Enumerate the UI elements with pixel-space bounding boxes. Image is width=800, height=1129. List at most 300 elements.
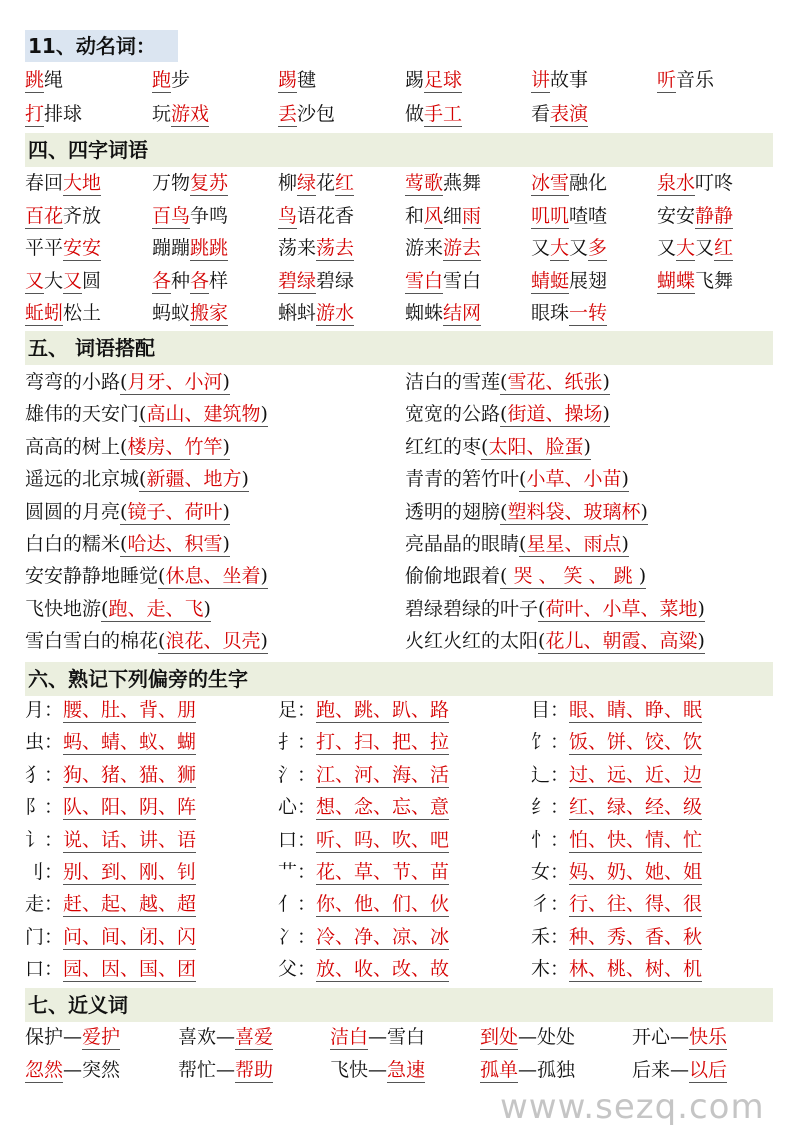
answer-text: 孤单	[480, 1059, 519, 1081]
word-item	[405, 102, 462, 129]
radical-characters: 狗、猪、猫、狮	[63, 763, 197, 786]
given-text: 喳喳	[569, 204, 608, 227]
word-item	[480, 1058, 575, 1085]
given-text: 帮忙—	[178, 1059, 236, 1081]
word-item	[657, 171, 733, 198]
word-item	[531, 68, 588, 95]
answer-text: 打	[25, 103, 45, 125]
given-text: —突然	[63, 1059, 121, 1081]
collocation-answer: 花儿、朝霞、高粱	[545, 630, 698, 653]
paren: (	[120, 435, 128, 458]
collocation-phrase: 白白的糯米	[25, 533, 121, 555]
radical-item	[278, 698, 449, 725]
answer-text: 蚯蚓	[25, 302, 64, 324]
radical-label: 亻：	[278, 893, 317, 916]
radical-item	[531, 925, 702, 952]
collocation-answer-group	[538, 630, 705, 654]
paren: )	[638, 565, 647, 588]
collocation-item	[405, 435, 591, 462]
collocation-answer-group	[120, 371, 230, 395]
collocation-item	[405, 629, 705, 656]
paren: )	[583, 435, 591, 458]
given-text: 喜欢—	[178, 1026, 236, 1048]
paren: (	[500, 500, 508, 523]
paren: (	[519, 468, 527, 491]
given-text: 万物	[152, 172, 191, 194]
given-text: 音乐	[676, 69, 715, 91]
collocation-phrase: 弯弯的小路	[25, 371, 121, 393]
radical-label: 心：	[278, 796, 317, 819]
word-item	[657, 68, 714, 95]
given-text: 春回	[25, 172, 64, 194]
radical-characters: 队、阳、阴、阵	[63, 796, 197, 819]
radical-item	[278, 892, 449, 919]
collocation-answer: 荷叶、小草、菜地	[545, 597, 698, 620]
answer-text: 荡去	[316, 237, 355, 259]
given-text: 平平	[25, 237, 64, 259]
radical-characters: 别、到、刚、钊	[63, 861, 197, 883]
word-item	[25, 269, 101, 296]
answer-text: 游去	[443, 237, 482, 259]
collocation-answer-group	[158, 565, 268, 589]
radical-item	[278, 795, 449, 822]
given-text: 飞快—	[330, 1059, 388, 1081]
radical-item	[25, 763, 196, 790]
radical-characters: 赶、起、越、超	[63, 893, 197, 916]
paren: (	[158, 565, 166, 588]
collocation-phrase: 透明的翅膀	[405, 500, 501, 523]
given-text: 绳	[44, 69, 64, 91]
radical-characters: 怕、快、情、忙	[569, 828, 703, 851]
radical-characters: 妈、奶、她、姐	[569, 861, 703, 883]
paren: )	[203, 597, 211, 620]
collocation-phrase: 遥远的北京城	[25, 468, 140, 491]
word-item	[531, 269, 607, 296]
collocation-answer: 跑、走、飞	[108, 597, 204, 620]
answer-text: 丢	[278, 103, 298, 125]
radical-characters: 红、绿、经、级	[569, 796, 703, 819]
paren: (	[139, 468, 147, 491]
answer-text: 莺歌	[405, 172, 444, 194]
collocation-answer: 月牙、小河	[127, 371, 223, 393]
given-text: 沙包	[297, 103, 336, 125]
collocation-phrase: 火红火红的太阳	[405, 630, 539, 653]
answer-text: 各	[190, 269, 210, 292]
radical-item	[278, 730, 449, 757]
radical-item	[25, 925, 196, 952]
answer-text: 红	[714, 237, 734, 259]
answer-text: 搬家	[190, 302, 229, 324]
answer-text: 快乐	[689, 1026, 728, 1048]
answer-text: 足球	[424, 69, 463, 91]
collocation-answer-group	[538, 598, 705, 622]
collocation-answer-group	[500, 371, 610, 395]
radical-label: 足：	[278, 699, 317, 721]
collocation-answer-group	[120, 501, 230, 525]
answer-text: 表演	[550, 103, 589, 125]
answer-text: 冰雪	[531, 172, 570, 194]
paren: (	[500, 565, 508, 588]
collocation-phrase: 圆圆的月亮	[25, 500, 121, 523]
radical-label: 父：	[278, 958, 317, 981]
answer-text: 又	[63, 269, 83, 292]
word-item	[405, 171, 481, 198]
collocation-item	[25, 564, 268, 591]
word-item	[152, 102, 209, 129]
word-item	[405, 236, 481, 263]
radical-label: 阝：	[25, 796, 64, 819]
word-item	[278, 204, 354, 231]
word-item	[25, 102, 82, 129]
given-text: 开心—	[632, 1026, 690, 1048]
given-text: 蚂蚁	[152, 302, 191, 324]
radical-label: 艹：	[278, 861, 317, 883]
collocation-answer: 塑料袋、玻璃杯	[507, 500, 641, 523]
answer-text: 喜爱	[235, 1026, 274, 1048]
radical-characters: 腰、肚、背、朋	[63, 699, 197, 721]
paren: (	[481, 435, 489, 458]
radical-label: 犭：	[25, 763, 64, 786]
word-item	[152, 301, 228, 328]
word-item	[405, 204, 481, 231]
answer-text: 鸟	[278, 204, 298, 227]
answer-text: 碧绿	[278, 269, 317, 292]
word-item	[152, 236, 228, 263]
paren: (	[500, 371, 508, 393]
collocation-phrase: 高高的树上	[25, 435, 121, 458]
radical-label: 辶：	[531, 763, 570, 786]
answer-text: 泉水	[657, 172, 696, 194]
radical-label: 口：	[25, 958, 64, 981]
word-item	[405, 301, 481, 328]
collocation-item	[405, 597, 705, 624]
given-text: 玩	[152, 103, 172, 125]
section-header-s4: 四、四字词语	[25, 133, 773, 167]
word-item	[278, 102, 335, 129]
paren: )	[222, 533, 230, 555]
radical-item	[531, 698, 702, 725]
radical-characters: 听、吗、吹、吧	[316, 828, 450, 851]
collocation-answer-group	[101, 598, 211, 622]
given-text: 展翅	[569, 269, 608, 292]
word-item	[531, 102, 588, 129]
radical-item	[531, 795, 702, 822]
paren: (	[101, 597, 109, 620]
word-item	[178, 1058, 273, 1085]
radical-label: 木：	[531, 958, 570, 981]
given-text: 后来—	[632, 1059, 690, 1081]
radical-characters: 林、桃、树、机	[569, 958, 703, 981]
paren: )	[260, 630, 268, 653]
radical-item	[531, 860, 702, 887]
word-item	[657, 236, 733, 263]
given-text: 松土	[63, 302, 102, 324]
collocation-answer: 镜子、荷叶	[127, 500, 223, 523]
answer-text: 红	[335, 172, 355, 194]
answer-text: 雨	[462, 204, 482, 227]
word-item	[632, 1025, 727, 1052]
paren: (	[538, 597, 546, 620]
radical-characters: 行、往、得、很	[569, 893, 703, 916]
collocation-item	[25, 370, 230, 397]
answer-text: 静静	[695, 204, 734, 227]
word-item	[25, 204, 101, 231]
given-text: 融化	[569, 172, 608, 194]
radical-characters: 打、扫、把、拉	[316, 731, 450, 754]
word-item	[278, 301, 354, 328]
given-text: 毽	[297, 69, 317, 91]
given-text: 叮咚	[695, 172, 734, 194]
radical-characters: 园、因、国、团	[63, 958, 197, 981]
given-text: 步	[171, 69, 191, 91]
radical-characters: 眼、睛、睁、眠	[569, 699, 703, 721]
paren: )	[621, 468, 629, 491]
given-text: 柳	[278, 172, 298, 194]
section-header-s5: 五、 词语搭配	[25, 331, 773, 365]
radical-characters: 花、草、节、苗	[316, 861, 450, 883]
word-item	[531, 301, 607, 328]
given-text: —雪白	[368, 1026, 426, 1048]
radical-label: 禾：	[531, 925, 570, 948]
collocation-item	[405, 532, 629, 559]
paren: )	[697, 630, 705, 653]
watermark: www.sezq.com	[500, 1087, 765, 1127]
given-text: 做	[405, 103, 425, 125]
collocation-item	[25, 500, 230, 527]
radical-label: 走：	[25, 893, 64, 916]
radical-characters: 说、话、讲、语	[63, 828, 197, 851]
collocation-answer: 小草、小苗	[526, 468, 622, 491]
collocation-item	[405, 370, 610, 397]
word-item	[657, 204, 733, 231]
radical-item	[531, 763, 702, 790]
radical-label: 扌：	[278, 731, 317, 754]
given-text: 保护—	[25, 1026, 83, 1048]
collocation-phrase: 宽宽的公路	[405, 403, 501, 426]
word-item	[531, 171, 607, 198]
given-text: 种	[171, 269, 191, 292]
given-text: 排球	[44, 103, 83, 125]
answer-text: 跳跳	[190, 237, 229, 259]
collocation-answer: 浪花、贝壳	[165, 630, 261, 653]
radical-label: 月：	[25, 699, 64, 721]
collocation-phrase: 碧绿碧绿的叶子	[405, 597, 539, 620]
radical-item	[531, 828, 702, 855]
radical-label: 冫：	[278, 925, 317, 948]
radical-label: 门：	[25, 925, 64, 948]
radical-characters: 江、河、海、活	[316, 763, 450, 786]
radical-label: 忄：	[531, 828, 570, 851]
section-header-s11: 11、动名词：	[25, 30, 178, 62]
radical-characters: 种、秀、香、秋	[569, 925, 703, 948]
collocation-answer-group	[519, 468, 629, 492]
radical-item	[278, 957, 449, 984]
paren: )	[602, 403, 610, 426]
given-text: 游来	[405, 237, 444, 259]
answer-text: 大	[550, 237, 570, 259]
word-item	[405, 269, 481, 296]
radical-item	[531, 730, 702, 757]
given-text: 又	[695, 237, 715, 259]
collocation-item	[405, 467, 629, 494]
paren: (	[139, 403, 147, 426]
paren: (	[538, 630, 546, 653]
radical-characters: 问、间、闭、闪	[63, 925, 197, 948]
answer-text: 结网	[443, 302, 482, 324]
given-text: 蝌蚪	[278, 302, 317, 324]
radical-item	[25, 957, 196, 984]
collocation-answer: 星星、雨点	[526, 533, 622, 555]
answer-text: 讲	[531, 69, 551, 91]
collocation-item	[25, 532, 230, 559]
given-text: —孤独	[518, 1059, 576, 1081]
collocation-phrase: 亮晶晶的眼睛	[405, 533, 520, 555]
given-text: 花	[316, 172, 336, 194]
answer-text: 蜻蜓	[531, 269, 570, 292]
word-item	[25, 68, 63, 95]
answer-text: 大	[676, 237, 696, 259]
word-item	[657, 269, 733, 296]
given-text: 细	[443, 204, 463, 227]
collocation-phrase: 雄伟的天安门	[25, 403, 140, 426]
radical-item	[25, 860, 196, 887]
radical-label: 虫：	[25, 731, 64, 754]
answer-text: 跳	[25, 69, 45, 91]
collocation-item	[405, 564, 646, 591]
collocation-answer-group	[500, 403, 610, 427]
radical-characters: 你、他、们、伙	[316, 893, 450, 916]
word-item	[531, 204, 607, 231]
given-text: 碧绿	[316, 269, 355, 292]
collocation-item	[25, 435, 230, 462]
answer-text: 大地	[63, 172, 102, 194]
collocation-answer-group	[500, 501, 648, 525]
paren: (	[500, 403, 508, 426]
collocation-phrase: 安安静静地睡觉	[25, 565, 159, 588]
paren: (	[519, 533, 527, 555]
given-text: 样	[209, 269, 229, 292]
word-item	[330, 1025, 425, 1052]
answer-text: 忽然	[25, 1059, 64, 1081]
answer-text: 复苏	[190, 172, 229, 194]
radical-item	[25, 698, 196, 725]
radical-characters: 过、远、近、边	[569, 763, 703, 786]
radical-item	[25, 892, 196, 919]
radical-label: 讠：	[25, 828, 64, 851]
paren: )	[260, 565, 268, 588]
collocation-phrase: 飞快地游	[25, 597, 102, 620]
given-text: 看	[531, 103, 551, 125]
given-text: 飞舞	[695, 269, 734, 292]
word-item	[152, 68, 190, 95]
radical-label: 氵：	[278, 763, 317, 786]
collocation-answer: 新疆、地方	[146, 468, 242, 491]
given-text: 又	[569, 237, 589, 259]
collocation-answer: 哭 、 笑 、 跳	[507, 565, 639, 588]
radical-label: 女：	[531, 861, 570, 883]
answer-text: 爱护	[82, 1026, 121, 1048]
given-text: 蜘蛛	[405, 302, 444, 324]
collocation-item	[25, 597, 211, 624]
collocation-phrase: 洁白的雪莲	[405, 371, 501, 393]
word-item	[278, 68, 316, 95]
answer-text: 一转	[569, 302, 608, 324]
radical-characters: 饭、饼、饺、饮	[569, 731, 703, 754]
given-text: 语花香	[297, 204, 355, 227]
answer-text: 跑	[152, 69, 172, 91]
paren: )	[697, 597, 705, 620]
collocation-item	[405, 500, 648, 527]
radical-label: 彳：	[531, 893, 570, 916]
paren: )	[222, 371, 230, 393]
given-text: 又	[657, 237, 677, 259]
radical-item	[531, 892, 702, 919]
radical-label: 口：	[278, 828, 317, 851]
answer-text: 百鸟	[152, 204, 191, 227]
radical-characters: 放、收、改、故	[316, 958, 450, 981]
word-item	[25, 1025, 120, 1052]
collocation-answer: 哈达、积雪	[127, 533, 223, 555]
answer-text: 听	[657, 69, 677, 91]
word-item	[632, 1058, 727, 1085]
paren: )	[621, 533, 629, 555]
given-text: 蹦蹦	[152, 237, 191, 259]
collocation-item	[405, 402, 610, 429]
radical-label: 饣：	[531, 731, 570, 754]
word-item	[25, 301, 101, 328]
paren: )	[602, 371, 610, 393]
answer-text: 叽叽	[531, 204, 570, 227]
given-text: 燕舞	[443, 172, 482, 194]
radical-characters: 冷、净、凉、冰	[316, 925, 450, 948]
collocation-item	[25, 467, 249, 494]
answer-text: 游戏	[171, 103, 210, 125]
word-item	[278, 171, 354, 198]
section-header-s7: 七、近义词	[25, 988, 773, 1022]
answer-text: 安安	[63, 237, 102, 259]
paren: )	[222, 500, 230, 523]
radical-item	[531, 957, 702, 984]
answer-text: 洁白	[330, 1026, 369, 1048]
section-header-s6: 六、熟记下列偏旁的生字	[25, 662, 773, 696]
collocation-item	[25, 629, 268, 656]
collocation-phrase: 偷偷地跟着	[405, 565, 501, 588]
radical-item	[278, 860, 449, 887]
answer-text: 帮助	[235, 1059, 274, 1081]
given-text: 故事	[550, 69, 589, 91]
word-item	[330, 1058, 425, 1085]
radical-item	[278, 828, 449, 855]
collocation-answer: 休息、坐着	[165, 565, 261, 588]
paren: (	[120, 533, 128, 555]
given-text: 齐放	[63, 204, 102, 227]
collocation-answer-group	[120, 533, 230, 557]
collocation-item	[25, 402, 268, 429]
answer-text: 雪白	[405, 269, 444, 292]
answer-text: 百花	[25, 204, 64, 227]
word-item	[278, 236, 354, 263]
word-item	[178, 1025, 273, 1052]
radical-item	[278, 763, 449, 790]
collocation-answer: 街道、操场	[507, 403, 603, 426]
given-text: 荡来	[278, 237, 317, 259]
word-item	[25, 1058, 120, 1085]
given-text: 争鸣	[190, 204, 229, 227]
answer-text: 以后	[689, 1059, 728, 1081]
given-text: 又	[531, 237, 551, 259]
word-item	[152, 269, 228, 296]
radical-characters: 跑、跳、趴、路	[316, 699, 450, 721]
